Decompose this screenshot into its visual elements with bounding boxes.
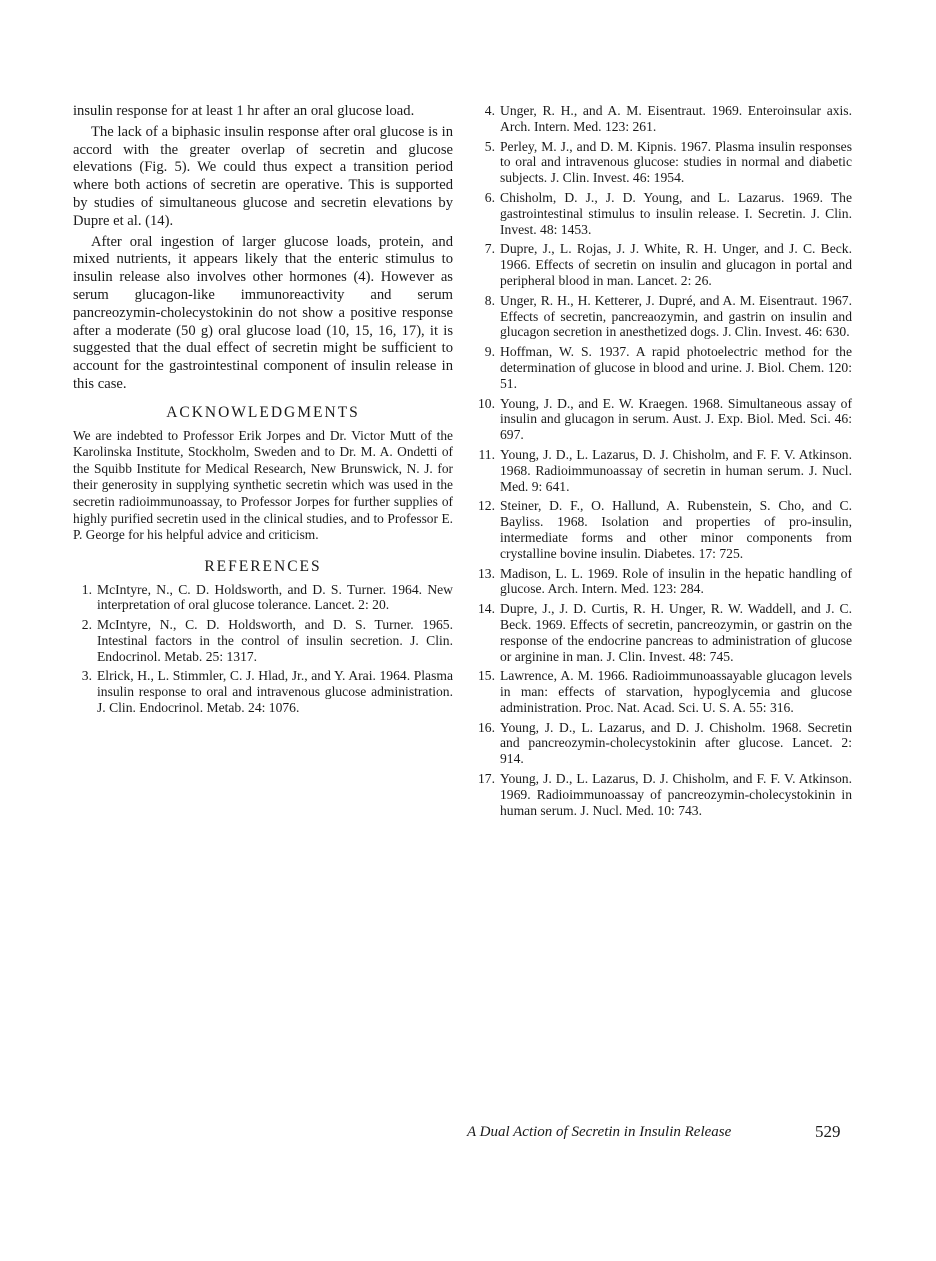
reference-number: 2. [81, 617, 92, 633]
reference-number: 6. [484, 189, 495, 205]
body-paragraph: The lack of a biphasic insulin response after oral glucose is in accord with the greater overlap of secretin and glucose elevations (Fig. 5). We could thus expect a transition period where both actions of secretin are operative. This is supported by studies of simultaneous glucose and secretin elevations by Dupre et al. (14). [73, 123, 453, 229]
reference-text: Chisholm, D. J., J. D. Young, and L. Lazarus. 1969. The gastrointestinal stimulus to insulin release. I. Secretin. J. Clin. Invest. 48: 1453. [500, 189, 852, 237]
reference-number: 17. [478, 771, 495, 787]
reference-text: Young, J. D., and E. W. Kraegen. 1968. Simultaneous assay of insulin and glucagon in serum. Aust. J. Exp. Biol. Med. Sci. 46: 697. [500, 395, 852, 443]
reference-text: Steiner, D. F., O. Hallund, A. Rubenstein, S. Cho, and C. Bayliss. 1968. Isolation and properties of pro-insulin, intermediate forms and other minor components from crystalline bovine insulin. Diabetes. 17: 725. [500, 498, 852, 561]
reference-number: 11. [478, 446, 495, 462]
reference-text: Dupre, J., L. Rojas, J. J. White, R. H. Unger, and J. C. Beck. 1966. Effects of secretin on insulin and glucagon in portal and peripheral blood in man. Lancet. 2: 26. [500, 241, 852, 288]
reference-number: 9. [484, 344, 495, 360]
reference-number: 4. [484, 103, 495, 118]
running-title: A Dual Action of Secretin in Insulin Release [467, 1124, 732, 1140]
reference-text: Hoffman, W. S. 1937. A rapid photoelectric method for the determination of glucose in blood and urine. J. Biol. Chem. 120: 51. [500, 344, 852, 391]
reference-number: 13. [478, 565, 495, 581]
reference-text: Young, J. D., L. Lazarus, D. J. Chisholm, and F. F. V. Atkinson. 1969. Radioimmunoassay of pancreozymin-cholecystokinin in human serum. J. Nucl. Med. 10: 743. [500, 771, 852, 818]
reference-item [476, 396, 852, 443]
reference-list-right [476, 103, 852, 818]
reference-number: 1. [81, 581, 92, 597]
reference-item [476, 771, 852, 818]
reference-text: Lawrence, A. M. 1966. Radioimmunoassayable glucagon levels in man: effects of starvation, hypoglycemia and glucose administration. Proc. Nat. Acad. Sci. U. S. A. 55: 316. [500, 668, 852, 715]
reference-text: Unger, R. H., and A. M. Eisentraut. 1969. Enteroinsular axis. Arch. Intern. Med. 123: 261. [500, 103, 852, 134]
reference-list-left [73, 582, 453, 716]
reference-text: Perley, M. J., and D. M. Kipnis. 1967. Plasma insulin responses to oral and intravenous glucose: studies in normal and diabetic subjects. J. Clin. Invest. 46: 1954. [500, 138, 852, 186]
reference-number: 16. [478, 719, 495, 735]
body-paragraph: After oral ingestion of larger glucose loads, protein, and mixed nutrients, it appears likely that the enteric stimulus to insulin release also involves other hormones (4). However as serum glucagon-like immunoreactivity and serum pancreozymin-cholecystokinin do not show a positive response after a moderate (50 g) oral glucose load (10, 15, 16, 17), it is suggested that the dual effect of secretin might be sufficient to account for the gastrointestinal component of insulin release in this case. [73, 233, 453, 392]
reference-item [476, 566, 852, 598]
reference-text: Young, J. D., L. Lazarus, and D. J. Chisholm. 1968. Secretin and pancreozymin-cholecystokinin after glucose. Lancet. 2: 914. [500, 719, 852, 767]
page-number: 529 [815, 1122, 841, 1141]
reference-text: McIntyre, N., C. D. Holdsworth, and D. S. Turner. 1964. New interpretation of oral glucose tolerance. Lancet. 2: 20. [97, 581, 453, 613]
acknowledgments-heading: ACKNOWLEDGMENTS [166, 403, 360, 421]
reference-item [73, 668, 453, 715]
right-column [476, 103, 852, 822]
reference-text: Elrick, H., L. Stimmler, C. J. Hlad, Jr., and Y. Arai. 1964. Plasma insulin response to oral and intravenous glucose administration. J. Clin. Endocrinol. Metab. 24: 1076. [97, 668, 453, 716]
reference-text: Young, J. D., L. Lazarus, D. J. Chisholm, and F. F. V. Atkinson. 1968. Radioimmunoassay of secretin in human serum. J. Nucl. Med. 9: 641. [500, 446, 852, 494]
reference-item [476, 241, 852, 288]
reference-number: 14. [478, 601, 495, 617]
reference-number: 5. [484, 138, 495, 154]
reference-item [476, 344, 852, 391]
reference-item [73, 582, 453, 614]
references-heading: REFERENCES [204, 557, 322, 575]
reference-item [476, 447, 852, 494]
reference-item [476, 293, 852, 340]
reference-item [476, 668, 852, 715]
reference-text: McIntyre, N., C. D. Holdsworth, and D. S. Turner. 1965. Intestinal factors in the control of insulin secretion. J. Clin. Endocrinol. Metab. 25: 1317. [97, 617, 453, 664]
reference-item [476, 190, 852, 237]
reference-number: 10. [478, 395, 495, 411]
reference-item [476, 498, 852, 561]
body-paragraph: insulin response for at least 1 hr after an oral glucose load. [73, 103, 415, 119]
reference-number: 7. [484, 241, 495, 257]
reference-number: 15. [478, 668, 495, 684]
reference-number: 8. [484, 292, 495, 308]
reference-item [476, 103, 852, 135]
reference-text: Madison, L. L. 1969. Role of insulin in the hepatic handling of glucose. Arch. Intern. Med. 123: 284. [500, 565, 852, 597]
reference-text: Unger, R. H., H. Ketterer, J. Dupré, and A. M. Eisentraut. 1967. Effects of secretin, pancreaozymin, and gastrin on insulin and glucagon secretion in anesthetized dogs. J. Clin. Invest. 46: 630. [500, 292, 852, 340]
reference-item [476, 139, 852, 186]
reference-number: 3. [81, 668, 92, 684]
reference-item [476, 720, 852, 767]
left-column [73, 103, 453, 720]
reference-text: Dupre, J., J. D. Curtis, R. H. Unger, R. W. Waddell, and J. C. Beck. 1969. Effects of secretin, pancreozymin, or gastrin on the response of the endocrine pancreas to administration of glucose or arginine in man. J. Clin. Invest. 48: 745. [500, 601, 852, 664]
reference-item [73, 617, 453, 664]
reference-number: 12. [478, 498, 495, 514]
acknowledgments-text: We are indebted to Professor Erik Jorpes and Dr. Victor Mutt of the Karolinska Institute, Stockholm, Sweden and to Dr. M. A. Ondetti of the Squibb Institute for Medical Research, New Brunswick, N. J. for their generosity in supplying synthetic secretin which was used in the secretin radioimmunoassay, to Professor Jorpes for further supplies of highly purified secretin used in the clinical studies, and to Professor E. P. George for his helpful advice and criticism. [73, 427, 453, 543]
reference-item [476, 601, 852, 664]
